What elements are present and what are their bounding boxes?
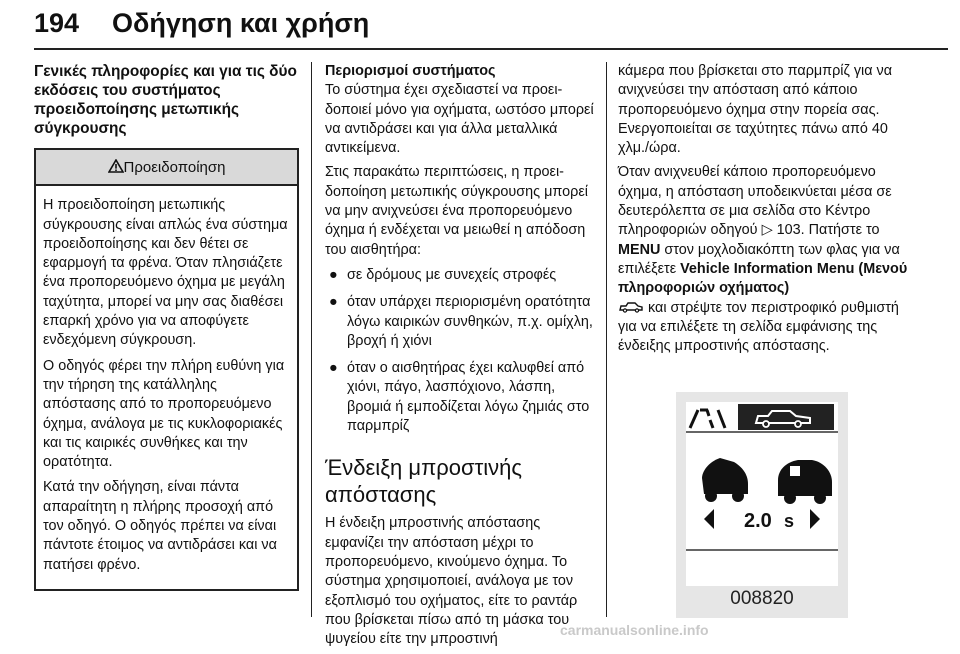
bullet-icon: ● (329, 360, 338, 377)
warning-title: Προειδοποίηση (123, 159, 226, 176)
page-ref-arrow-icon: ▷ (761, 222, 773, 239)
section-heading-2: Ένδειξη μπροστινής απόστασης (325, 455, 522, 508)
list-item: ● σε δρόμους με συνεχείς στροφές (325, 266, 595, 285)
warning-triangle-icon (108, 159, 124, 176)
column-divider (311, 62, 312, 617)
page-number: 194 (34, 8, 80, 38)
paragraph-menu: Όταν ανιχνευθεί κάποιο προπορευόμενο όχημα, η απόσταση υποδεικνύεται μέσα σε δευτερόλεπτα σε μια σελίδα στο Κέντρο πληροφοριών οδηγού ▷ 103. Πατήστε το MENU στον μοχλοδιακόπτη των φλας για να επιλέξετε Vehicle Information Menu (Μενού πληροφοριών οχήματος) και στρέψτε τον περιστροφικό ρυθμιστή για να επιλέξετε τη σελίδα εμφάνισης της ένδειξης μπροστινής απόστασης. (618, 164, 908, 355)
page-ref: 103 (776, 222, 801, 239)
paragraph: Η ένδειξη μπροστινής απόστασης εμφανίζει την απόσταση μέχρι το προπορευόμενο, κινούμενο όχημα. Το σύστημα χρησιμοποιεί, ανάλογα με τον εξοπλισμό του οχήματος, είτε το ραντάρ που βρίσκεται πίσω από τη μάσκα του ψυγείου είτε την μπροστινή (325, 515, 578, 648)
warning-paragraph: Η προειδοποίηση μετωπικής σύγκρουσης είναι απλώς ένα σύστημα προειδοποίησης και δεν θέτει σε εφαρμογή τα φρένα. Όταν πλησιάζετε ένα προπορευόμενο όχημα με μεγάλη ταχύτητα, μπορεί να μην σας διαθέσει επαρκή χρόνο για να αποφύγετε ενδεχόμενη σύγκρουση. (43, 197, 288, 349)
paragraph: Στις παρακάτω περιπτώσεις, η προειδοποίηση μετωπικής σύγκρουσης μπορεί να μην ανιχνεύσει ένα προπορευόμενο όχημα ή ενδέχεται να μειωθεί η απόδοση του αισθητήρα: (325, 164, 588, 258)
warning-paragraph: Ο οδηγός φέρει την πλήρη ευθύνη για την τήρηση της κατάλληλης απόστασης από το προπορευόμενο όχημα, ανάλογα με τις κυκλοφοριακές και τις καιρικές συνθήκες και την ορατότητα. (43, 357, 285, 471)
own-car-icon (702, 458, 748, 502)
car-ahead-icon (778, 460, 832, 504)
column-right (618, 62, 918, 361)
page-header (34, 6, 948, 46)
section-heading: Γενικές πληροφορίες και για τις δύο εκδόσεις του συστήματος προειδοποίησης μετωπικής σύγκρουσης (34, 63, 297, 137)
list-item: ● όταν ο αισθητήρας έχει καλυφθεί από χιόνι, πάγο, λασπόχιονο, λάσπη, βρομιά ή εμποδίζεται λόγω ζημιάς στο παρμπρίζ (329, 360, 590, 435)
bullet-icon: ● (329, 294, 338, 311)
odometer-readout: 008820 (730, 588, 794, 609)
column-middle (325, 62, 595, 654)
distance-value: 2.0 (744, 510, 772, 532)
lane-assist-icon (690, 410, 725, 428)
warning-paragraph: Κατά την οδήγηση, είναι πάντα απαραίτητη η πλήρης προσοχή από τον οδηγό. Ο οδηγός πρέπει να είναι πάντοτε έτοιμος να αντιδράσει και να πατήσει φρένο. (43, 479, 277, 573)
list-item: ● όταν υπάρχει περιορισμένη ορατότητα λόγω καιρικών συνθηκών, π.χ. ομίχλη, βροχή ή χιόνι (329, 294, 593, 349)
display-screen (686, 402, 838, 586)
car-icon (618, 300, 644, 316)
watermark: carmanualsonline.info (560, 622, 709, 638)
header-rule (34, 48, 948, 50)
warning-box (34, 148, 299, 591)
warning-header (36, 150, 297, 186)
paragraph: Το σύστημα έχει σχεδιαστεί να προειδοποιεί μόνο για οχήματα, ωστόσο μπορεί να αντιδράσει και για άλλα μεταλλικά αντικείμενα. (325, 82, 594, 157)
menu-button-label: MENU (618, 241, 661, 258)
subheading: Περιορισμοί συστήματος (325, 63, 496, 79)
arrow-left-icon (704, 509, 714, 529)
paragraph: κάμερα που βρίσκεται στο παρμπρίζ για να ανιχνεύσει την απόσταση από κάποιο προπορευόμενο όχημα στην πορεία σας. Ενεργοποιείται σε ταχύτητες πάνω από 40 χλμ./ώρα. (618, 63, 893, 157)
arrow-right-icon (810, 509, 820, 529)
distance-unit: s (784, 511, 795, 531)
bullet-list (325, 266, 595, 436)
vim-label: Vehicle Information Menu (Μενού πληροφοριών οχήματος) (618, 260, 908, 297)
column-left (34, 62, 299, 591)
distance-display-figure (676, 392, 848, 618)
bullet-icon: ● (329, 266, 338, 283)
column-divider (606, 62, 607, 617)
chapter-title: Οδήγηση και χρήση (112, 8, 370, 38)
